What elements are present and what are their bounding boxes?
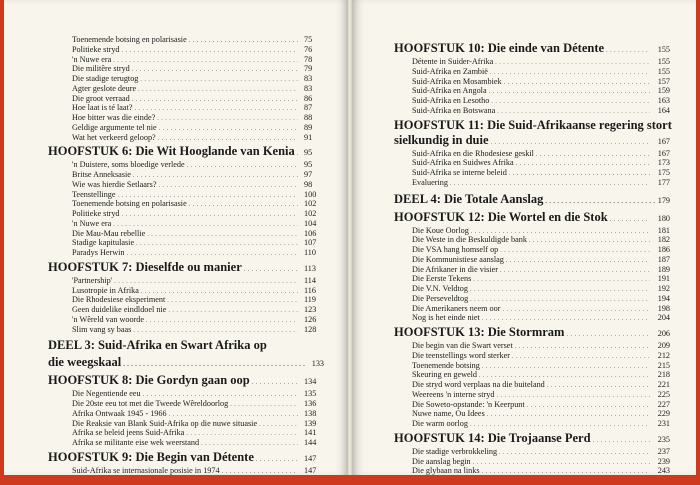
page-number: 239 [657,456,670,466]
chapter-heading [394,119,670,132]
toc-entry-title: Suid-Afrika en Mosambiek [412,76,502,86]
page-number: 209 [657,341,670,350]
page-number: 155 [657,66,670,76]
page-number: 163 [657,96,670,105]
toc-entry-title: Wat het verkeerd geloop? [72,132,156,142]
toc-entry [394,314,670,324]
toc-entry [394,467,670,475]
toc-entry [394,107,670,117]
leader-dots [123,356,305,372]
leader-dots [158,134,298,144]
leader-dots [133,326,298,336]
toc-entry-title: Die Rhodesiese eksperiment [72,295,166,305]
leader-dots [500,266,650,276]
leader-dots [159,124,298,134]
toc-entry-title: 'n Nuwe era [72,218,112,228]
leader-dots [222,467,298,475]
leader-dots [512,352,650,362]
leader-dots [189,200,298,210]
leader-dots [482,467,650,475]
leader-dots [187,161,298,171]
leader-dots [132,65,298,75]
leader-dots [168,306,298,316]
leader-dots [506,256,650,266]
toc-entry-title: Geldige argumente tel nie [72,122,157,132]
toc-entry-title: 'n Duistere, soms bloedige verlede [72,160,185,170]
toc-entry-title: Suid-Afrika en Botswana [412,105,496,115]
leader-dots [473,458,650,468]
toc-entry-title: Weereens 'n interne stryd [412,389,495,399]
page-number: 136 [304,399,317,408]
leader-dots [132,95,298,105]
page-number: 107 [304,238,317,248]
toc-entry [394,420,670,430]
toc-entry-title: Wie was hierdie Setlaars? [72,179,157,189]
toc-entry-title: Die glybaan na links [412,466,480,475]
leader-dots [473,275,650,285]
leader-dots [127,249,298,259]
toc-entry-title: Toenemende botsing en polarisasie [72,199,187,209]
toc-entry-title: Die warm oorlog [412,419,468,428]
page-number: 192 [657,284,670,293]
toc-entry-title: Die teenstellings word sterker [412,350,510,360]
toc-entry-title: Die begin van die Swart verset [412,341,513,350]
leader-dots [536,150,650,160]
page-number: 147 [304,465,317,475]
chapter-heading [48,145,324,161]
toc-entry-title: Nog is het einde niet [412,313,480,323]
page-number: 119 [304,295,316,305]
toc-entry-title: Die V.N. Veldtog [412,284,468,293]
leader-dots [606,42,650,58]
leader-dots [500,246,650,256]
toc-entry-title: Die Soweto-opstande: 'n Keerpunt [412,399,525,409]
toc-entry-title: Afrika se militante eise wek weerstand [72,438,200,447]
part-heading [48,356,324,372]
page-number: 95 [304,160,313,170]
page-number: 133 [311,359,324,369]
toc-entry-title: Hoe laat is té laat? [72,103,133,113]
page-number: 106 [304,228,317,238]
page-number: 167 [657,148,670,158]
chapter-heading-title: HOOFSTUK 11: Die Suid-Afrikaanse regering stort [394,117,672,132]
leader-dots [516,159,650,169]
left-toc-column [48,36,324,475]
page-number: 221 [657,380,670,389]
part-heading [394,193,670,209]
leader-dots [495,58,650,68]
toc-entry-title: Politieke stryd [72,44,120,54]
part-heading-title: DEEL 4: Die Totale Aanslag [394,191,544,206]
toc-entry-title: Stadige kapitulasie [72,238,135,248]
chapter-heading-title: HOOFSTUK 13: Die Stormram [394,325,565,339]
toc-entry-title: Die Afrikaner in die visier [412,264,498,274]
page-number: 83 [304,74,313,83]
toc-entry [48,439,324,449]
leader-dots [489,87,650,97]
toc-entry-title: Die Amerikaners neem oor [412,303,501,313]
leader-dots [244,261,298,277]
page-number: 91 [304,132,313,142]
chapter-heading [48,374,324,390]
toc-entry-title: Afrika Ontwaak 1945 - 1966 [72,408,167,418]
leader-dots [297,145,298,161]
page-number: 155 [657,45,670,54]
page-number: 218 [657,370,670,380]
leader-dots [482,314,650,324]
page-number: 104 [304,218,317,228]
toc-entry-title: Evaluering [412,177,448,187]
chapter-heading-title: HOOFSTUK 12: Die Wortel en die Stok [394,209,608,224]
toc-entry-title: Die aanslag begin [412,456,471,466]
leader-dots [201,439,298,449]
toc-entry-title: Hoe bitter was die einde? [72,113,156,122]
leader-dots [490,68,650,78]
leader-dots [113,56,298,66]
chapter-heading-title: HOOFSTUK 9: Die Begin van Détente [48,449,254,464]
toc-entry-title: Suid-Afrika en die Rhodesiese geskil [412,148,534,158]
part-heading-title: DEEL 3: Suid-Afrika en Swart Afrika op [48,338,267,353]
leader-dots [499,448,650,458]
leader-dots [147,230,298,240]
leader-dots [470,285,650,295]
toc-entry-title: Politieke stryd [72,209,120,218]
leader-dots [487,410,650,420]
leader-dots [491,97,650,107]
page-number: 95 [304,148,313,158]
leader-dots [509,169,650,179]
leader-dots [133,171,298,181]
chapter-heading [394,211,670,227]
page-number: 128 [304,324,317,334]
page-number: 100 [304,189,317,199]
page-number: 141 [304,428,317,438]
toc-entry-title: Suid-Afrika en Suidwes Afrika [412,158,514,168]
page-number: 204 [657,313,670,323]
toc-entry-title: Die groot verraad [72,93,130,103]
page-number: 181 [657,225,670,235]
toc-entry-title: Toenemende botsing [412,360,480,370]
toc-entry-title: Die Kommunistiese aanslag [412,254,504,264]
toc-entry-title: Suid-Afrika en Lesotho [412,96,490,105]
leader-dots [497,107,650,117]
page-number: 177 [657,177,670,187]
toc-entry-title: Die VSA hang homself op [412,245,499,254]
toc-entry-title: Nuwe name, Ou Idees [412,409,485,419]
page-number: 164 [657,105,670,115]
leader-dots [146,316,298,326]
page-number: 157 [657,76,670,86]
chapter-heading-title: sielkundig in duie [394,132,489,147]
leader-dots [186,429,298,439]
toc-entry [48,134,324,144]
leader-dots [593,432,650,448]
toc-entry-title: Afrika se beleid jeens Suid-Afrika [72,428,185,438]
page-number: 97 [304,170,313,179]
chapter-heading [394,432,670,448]
chapter-heading-title: HOOFSTUK 14: Die Trojaanse Perd [394,430,591,445]
toc-entry-title: Die Koue Oorlog [412,225,469,235]
leader-dots [610,211,650,227]
page-number: 189 [657,264,670,274]
page-number: 180 [657,213,670,223]
toc-entry-title: 'n Wêreld van woorde [72,314,145,324]
page-number: 113 [304,263,316,273]
page-number: 98 [304,179,313,189]
toc-entry-title: Suid-Afrika se interne beleid [412,168,507,177]
toc-entry-title: Suid-Afrika en Zambië [412,66,488,76]
page-number: 86 [304,93,313,103]
toc-entry [48,249,324,259]
page-number: 186 [657,245,670,254]
toc-entry [48,326,324,336]
toc-entry-title: Die stadige verbrokkeling [412,446,498,456]
page-number: 76 [304,44,313,54]
page-number: 182 [657,235,670,245]
page-number: 215 [657,360,670,370]
leader-dots [547,381,650,391]
leader-dots [450,179,650,189]
leader-dots [134,104,298,114]
page-number: 88 [304,113,313,122]
page-number: 102 [304,209,317,218]
toc-entry [48,467,324,475]
leader-dots [230,400,298,410]
page-number: 187 [657,254,670,264]
chapter-heading [394,42,670,58]
page-number: 144 [304,438,317,447]
page-number: 147 [304,453,317,463]
page-number: 134 [304,377,317,387]
toc-entry-title: Paradys Herwin [72,248,125,257]
leader-dots [140,75,298,85]
chapter-heading-title: HOOFSTUK 7: Dieselfde ou manier [48,259,242,274]
leader-dots [259,420,298,430]
chapter-heading-title: HOOFSTUK 10: Die einde van Détente [394,41,605,55]
page-number: 116 [304,285,316,295]
page-number: 243 [657,466,670,475]
page-number: 212 [657,350,670,360]
part-heading-title: die weegskaal [48,355,122,370]
page-number: 126 [304,314,317,324]
leader-dots [470,420,650,430]
toc-entry-title: Lusotropie in Afrika [72,285,139,295]
leader-dots [167,296,298,306]
page-number: 78 [304,54,313,64]
toc-entry-title: Suid-Afrika se internasionale posisie in 1974 [72,465,220,475]
page-number: 175 [657,168,670,177]
page-number: 79 [304,64,313,74]
page-number: 83 [304,83,313,93]
leader-dots [122,46,298,56]
toc-entry-title: 'Partnership' [72,275,113,285]
page-number: 89 [304,122,313,132]
toc-entry-title: Teenstellinge [72,189,116,199]
right-toc-column [394,40,670,475]
toc-entry-title: Agter geslote deure [72,83,137,93]
leader-dots [529,236,650,246]
right-page [352,0,696,475]
leader-dots [138,85,298,95]
toc-entry-title: Die Eerste Tekens [412,274,472,284]
page-number: 110 [304,248,316,257]
toc-entry-title: Die Perseveldtog [412,293,469,303]
toc-entry-title: Die militêre stryd [72,64,130,74]
page-number: 198 [657,303,670,313]
page-number: 159 [657,86,670,96]
page-number: 229 [657,409,670,419]
leader-dots [515,342,650,352]
left-page [4,0,348,475]
toc-entry-title: Toenemende botsing en polarisasie [72,35,187,44]
page-number: 123 [304,305,317,314]
toc-entry-title: Slim vang sy baas [72,324,132,334]
leader-dots [252,374,298,390]
toc-entry-title: 'n Nuwe era [72,54,112,64]
toc-entry-title: Die Mau-Mau rebellie [72,228,146,238]
toc-entry-title: Die Weste in die Beskuldigde bank [412,235,527,245]
page-number: 87 [304,103,313,113]
leader-dots [136,239,298,249]
page-number: 231 [657,419,670,428]
leader-dots [122,210,298,220]
chapter-heading [394,326,670,342]
toc-entry-title: Die 20ste eeu tot met die Tweede Wêreldoorlog [72,399,229,408]
page-number: 237 [657,446,670,456]
leader-dots [491,134,651,150]
page-number: 135 [304,389,317,399]
page-number: 102 [304,199,317,209]
chapter-heading-title: HOOFSTUK 8: Die Gordyn gaan oop [48,373,250,388]
leader-dots [566,326,650,342]
leader-dots [189,36,298,46]
leader-dots [504,78,650,88]
leader-dots [157,114,298,124]
chapter-heading [48,261,324,277]
toc-entry-title: Die Reaksie van Blank Suid-Afrika op die nuwe situasie [72,418,258,428]
toc-entry-title: Skeuring en geweld [412,370,478,380]
toc-entry-title: Britse Anneksasie [72,170,131,179]
chapter-heading [394,134,670,150]
page-number: 227 [657,399,670,409]
leader-dots [114,277,298,287]
page-number: 155 [657,57,670,66]
page-number: 167 [657,136,670,146]
page-number: 138 [304,408,317,418]
toc-entry-title: Die stryd word verplaas na die buiteland [412,380,545,389]
toc-entry-title: Die Negentiende eeu [72,389,141,399]
leader-dots [502,305,650,315]
page-number: 194 [657,293,670,303]
page-number: 173 [657,158,670,168]
leader-dots [158,181,298,191]
page-number: 225 [657,389,670,399]
toc-entry-title: Suid-Afrika en Angola [412,86,487,96]
page-number: 75 [304,35,313,44]
leader-dots [527,401,650,411]
toc-entry-title: Die stadige terugtog [72,74,139,83]
page-number: 114 [304,275,316,285]
page-number: 235 [657,434,670,444]
part-heading [48,339,324,352]
leader-dots [482,362,650,372]
toc-entry-title: Détente in Suider-Afrika [412,57,494,66]
page-number: 206 [657,329,670,338]
leader-dots [256,451,298,467]
leader-dots [545,193,655,209]
chapter-heading-title: HOOFSTUK 6: Die Wit Hooglande van Kenia [48,144,295,159]
toc-entry-title: Geen duidelike eindldoel nie [72,305,167,314]
toc-entry [394,179,670,189]
page-number: 139 [304,418,317,428]
page-number: 191 [657,274,670,284]
page-number: 179 [657,195,670,205]
chapter-heading [48,451,324,467]
